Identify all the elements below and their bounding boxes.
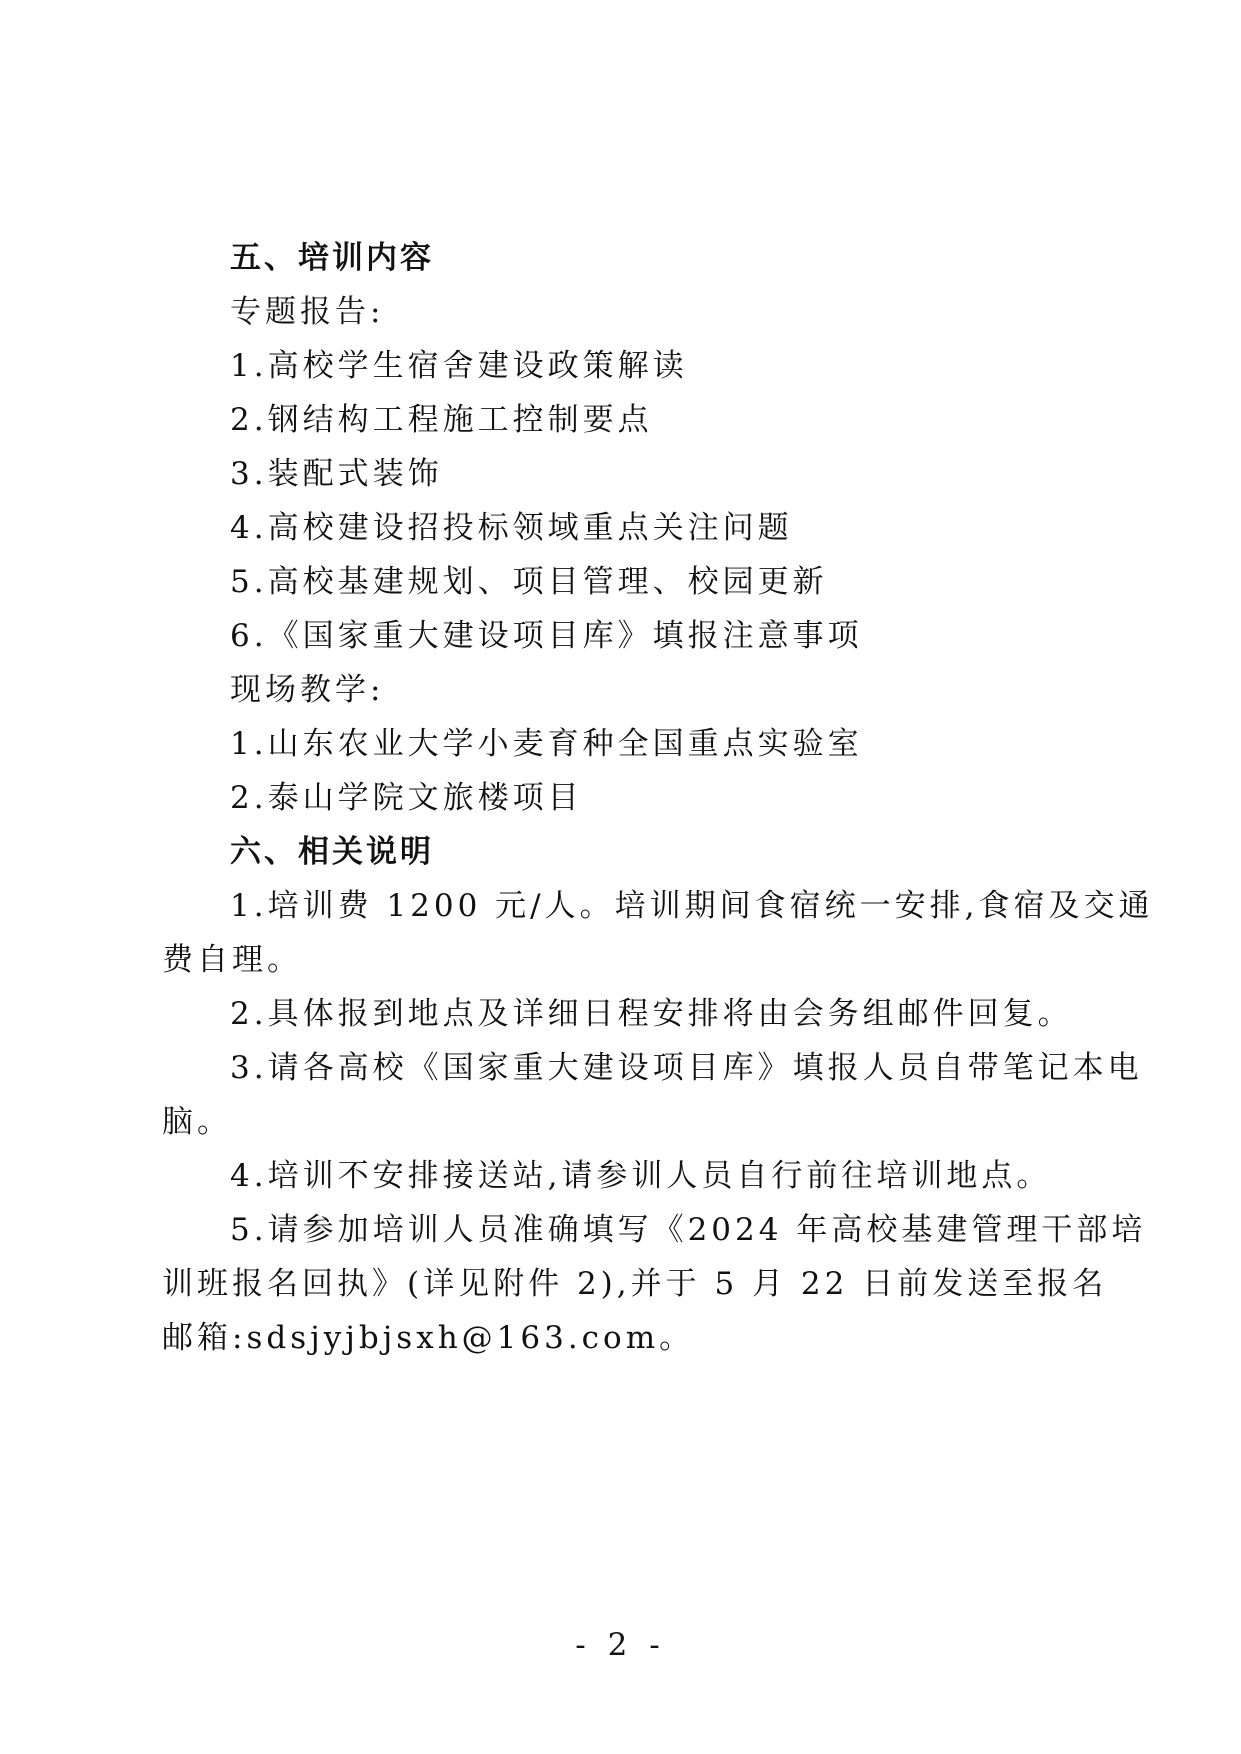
- section5-heading: 五、培训内容: [230, 240, 434, 276]
- note-3-line-2: 脑。: [162, 1104, 232, 1140]
- lecture-item: 6.《国家重大建设项目库》填报注意事项: [230, 618, 863, 654]
- lecture-item: 4.高校建设招投标领域重点关注问题: [230, 510, 793, 546]
- site-visit-item: 2.泰山学院文旅楼项目: [230, 780, 583, 816]
- lectures-label: 专题报告:: [230, 294, 385, 330]
- note-1-line-1: 1.培训费 1200 元/人。培训期间食宿统一安排,食宿及交通: [230, 888, 1154, 924]
- note-2: 2.具体报到地点及详细日程安排将由会务组邮件回复。: [230, 996, 1073, 1032]
- lecture-item: 3.装配式装饰: [230, 456, 443, 492]
- site-visit-item: 1.山东农业大学小麦育种全国重点实验室: [230, 726, 863, 762]
- lecture-item: 5.高校基建规划、项目管理、校园更新: [230, 564, 828, 600]
- lecture-item: 2.钢结构工程施工控制要点: [230, 402, 653, 438]
- note-3-line-1: 3.请各高校《国家重大建设项目库》填报人员自带笔记本电: [230, 1050, 1143, 1086]
- section6-heading: 六、相关说明: [230, 834, 434, 870]
- site-visits-label: 现场教学:: [230, 672, 385, 708]
- note-5-line-3: 邮箱:sdsjyjbjsxh@163.com。: [162, 1320, 695, 1356]
- note-4: 4.培训不安排接送站,请参训人员自行前往培训地点。: [230, 1158, 1052, 1194]
- note-5-line-1: 5.请参加培训人员准确填写《2024 年高校基建管理干部培: [230, 1212, 1147, 1248]
- page-number: - 2 -: [575, 1627, 666, 1663]
- note-1-line-2: 费自理。: [162, 942, 302, 978]
- lecture-item: 1.高校学生宿舍建设政策解读: [230, 348, 688, 384]
- note-5-line-2: 训班报名回执》(详见附件 2),并于 5 月 22 日前发送至报名: [162, 1266, 1108, 1302]
